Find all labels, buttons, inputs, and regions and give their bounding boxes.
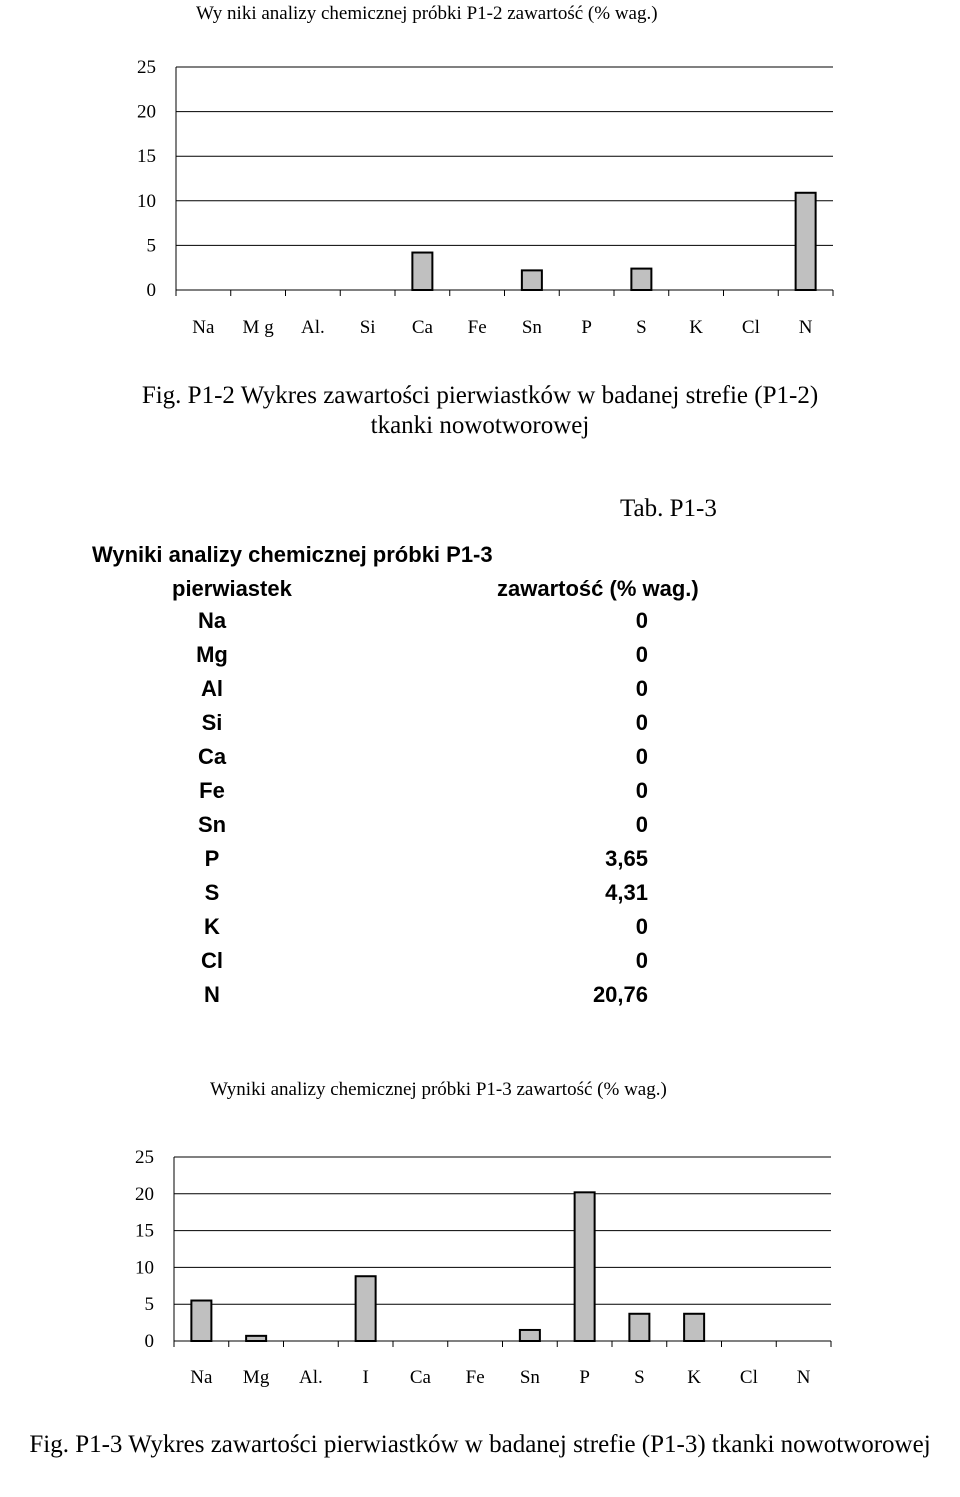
cell-value: 0	[635, 914, 648, 939]
cell-value: 0	[635, 948, 648, 973]
cell-value: 0	[635, 676, 648, 701]
cell-element: N	[204, 982, 220, 1007]
y-tick-label: 0	[146, 280, 156, 301]
x-tick-label: Sn	[521, 317, 542, 338]
x-tick-label: Si	[359, 317, 376, 338]
table-row	[0, 710, 960, 744]
x-tick-label: Al.	[299, 1367, 323, 1388]
chart-p1-3	[0, 1070, 960, 1400]
y-tick-label: 10	[135, 1257, 154, 1279]
bar	[631, 269, 651, 290]
table-row	[0, 812, 960, 846]
table-row	[0, 778, 960, 812]
table-row	[0, 642, 960, 676]
x-tick-label: Na	[192, 317, 215, 338]
bar	[246, 1336, 266, 1341]
bar	[412, 253, 432, 290]
y-tick-label: 5	[146, 235, 156, 257]
cell-value: 4,31	[605, 880, 648, 905]
table-label: Tab. P1-3	[620, 495, 717, 522]
bar	[575, 1192, 595, 1341]
x-tick-label: I	[362, 1367, 369, 1388]
table-row	[0, 846, 960, 880]
x-tick-label: Fe	[467, 317, 487, 338]
bar	[520, 1330, 540, 1341]
x-tick-label: K	[687, 1367, 701, 1388]
table-row	[0, 676, 960, 710]
x-tick-label: Ca	[411, 317, 433, 338]
chart-p1-2	[0, 0, 960, 345]
bar	[191, 1301, 211, 1341]
x-tick-label: Na	[190, 1367, 213, 1388]
x-tick-label: Ca	[409, 1367, 431, 1388]
y-tick-label: 0	[144, 1331, 154, 1352]
table-row	[0, 744, 960, 778]
cell-value: 0	[635, 710, 648, 735]
cell-element: K	[204, 914, 220, 939]
figure-caption-p1-3: Fig. P1-3 Wykres zawartości pierwiastków w badanej strefie (P1-3) tkanki nowotworowej	[29, 1431, 931, 1458]
y-tick-label: 20	[137, 101, 156, 123]
y-tick-label: 15	[137, 146, 156, 168]
x-tick-label: Cl	[741, 317, 760, 338]
x-tick-label: P	[579, 1367, 590, 1388]
table-row	[0, 880, 960, 914]
bar	[522, 270, 542, 290]
y-tick-label: 25	[137, 57, 156, 78]
table-header	[0, 576, 960, 606]
x-tick-label: Mg	[242, 1367, 270, 1388]
bar	[356, 1276, 376, 1341]
x-tick-label: N	[796, 1367, 811, 1388]
cell-element: P	[204, 846, 220, 871]
cell-element: Al	[201, 676, 223, 701]
cell-value: 0	[635, 812, 648, 837]
x-tick-label: K	[689, 317, 703, 338]
bar	[629, 1314, 649, 1341]
cell-value: 3,65	[605, 846, 648, 871]
header-value: zawartość (% wag.)	[497, 576, 699, 601]
table-row	[0, 948, 960, 982]
bar	[684, 1314, 704, 1341]
table-row	[0, 914, 960, 948]
cell-element: Na	[197, 608, 227, 633]
table-row	[0, 608, 960, 642]
cell-element: Mg	[196, 642, 228, 667]
chart-title: Wyniki analizy chemicznej próbki P1-3 zawartość (% wag.)	[210, 1079, 667, 1100]
y-tick-label: 10	[137, 190, 156, 212]
header-element: pierwiastek	[172, 576, 292, 601]
cell-element: Si	[201, 710, 223, 735]
bar-chart-p1-2	[0, 0, 960, 345]
cell-value: 0	[635, 778, 648, 803]
x-tick-label: Cl	[739, 1367, 758, 1388]
chart-title: Wy niki analizy chemicznej próbki P1-2 zawartość (% wag.)	[196, 3, 658, 24]
table-row	[0, 982, 960, 1016]
cell-element: S	[204, 880, 220, 905]
y-tick-label: 25	[135, 1147, 154, 1168]
bar-chart-p1-3	[0, 1070, 960, 1400]
x-tick-label: Al.	[301, 317, 325, 338]
x-tick-label: Fe	[465, 1367, 485, 1388]
y-tick-label: 20	[135, 1183, 154, 1205]
x-tick-label: Sn	[519, 1367, 540, 1388]
x-tick-label: P	[581, 317, 592, 338]
cell-value: 20,76	[592, 982, 648, 1007]
cell-value: 0	[635, 608, 648, 633]
y-tick-label: 5	[144, 1294, 154, 1316]
cell-element: Sn	[197, 812, 227, 837]
cell-element: Fe	[199, 778, 225, 803]
cell-value: 0	[635, 642, 648, 667]
x-tick-label: N	[798, 317, 813, 338]
cell-value: 0	[635, 744, 648, 769]
x-tick-label: M g	[242, 317, 274, 338]
cell-element: Cl	[201, 948, 223, 973]
cell-element: Ca	[197, 744, 227, 769]
x-tick-label: S	[634, 1367, 645, 1388]
x-tick-label: S	[636, 317, 647, 338]
y-tick-label: 15	[135, 1220, 154, 1242]
figure-caption-p1-2: Fig. P1-2 Wykres zawartości pierwiastków w badanej strefie (P1-2) tkanki nowotworowej	[141, 382, 819, 439]
table-title: Wyniki analizy chemicznej próbki P1-3	[92, 542, 493, 567]
bar	[796, 193, 816, 290]
